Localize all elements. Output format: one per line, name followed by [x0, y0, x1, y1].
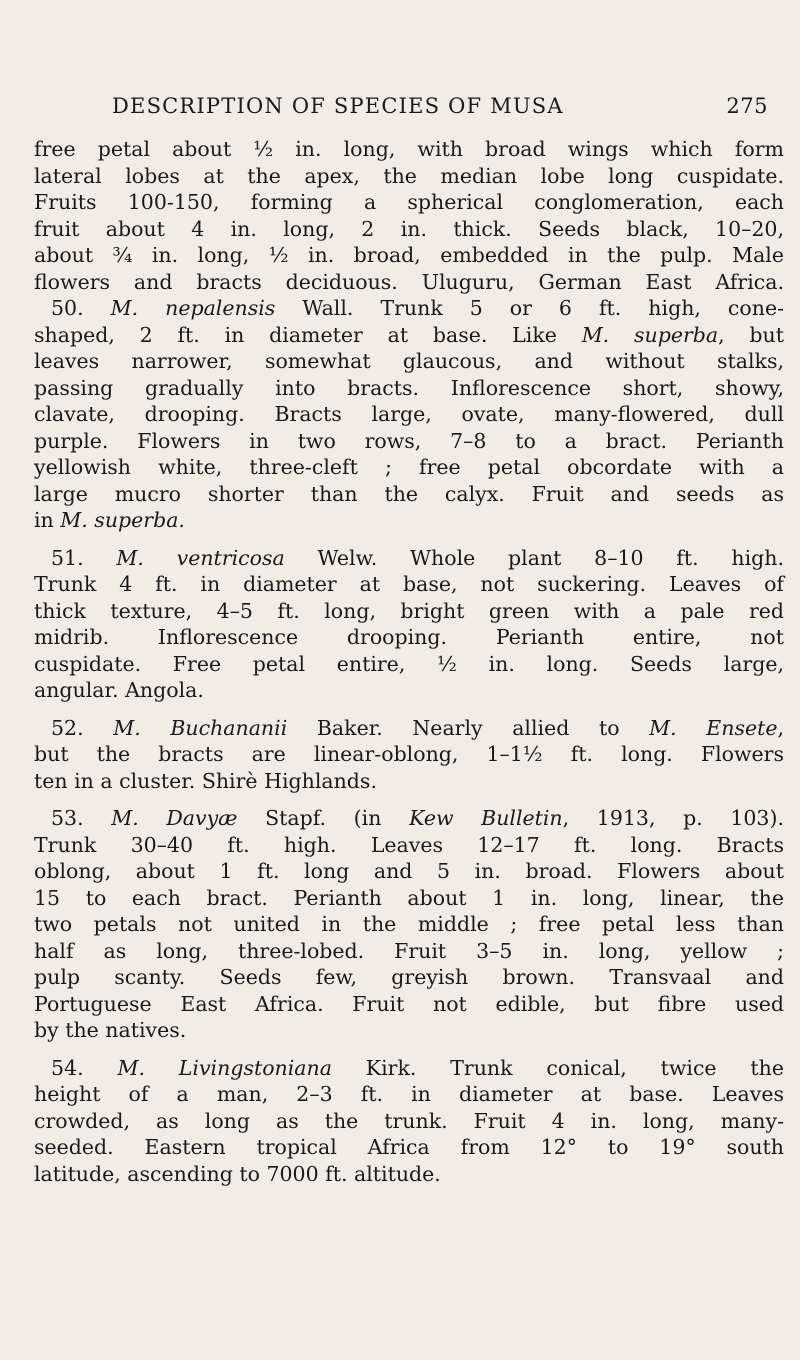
page-number: 275: [726, 94, 768, 118]
text-line: 51. M. ventricosa Welw. Whole plant 8–10 ft. high.: [51, 545, 784, 570]
text-line: leaves narrower, somewhat glaucous, and without stalks,: [34, 349, 784, 373]
running-title: DESCRIPTION OF SPECIES OF MUSA: [112, 94, 564, 118]
text-line: but the bracts are linear-oblong, 1–1½ ft. long. Flowers: [34, 742, 784, 766]
text-line: passing gradually into bracts. Inflorescence short, showy,: [34, 375, 784, 400]
text-line: large mucro shorter than the calyx. Fruit and seeds as: [34, 481, 784, 506]
text-line: flowers and bracts deciduous. Uluguru, German East Africa.: [34, 269, 784, 294]
text-line: about ¾ in. long, ½ in. broad, embedded in the pulp. Male: [34, 243, 784, 267]
text-line: latitude, ascending to 7000 ft. altitude.: [34, 1161, 441, 1186]
text-line: by the natives.: [34, 1018, 187, 1042]
text-line: height of a man, 2–3 ft. in diameter at base. Leaves: [34, 1082, 784, 1106]
text-line: 53. M. Davyæ Stapf. (in Kew Bulletin, 1913, p. 103).: [51, 806, 784, 830]
text-line: angular. Angola.: [34, 678, 204, 702]
text-line: 15 to each bract. Perianth about 1 in. long, linear, the: [34, 885, 784, 910]
text-line: two petals not united in the middle ; free petal less than: [34, 912, 784, 936]
text-line: Portuguese East Africa. Fruit not edible, but fibre used: [34, 991, 784, 1016]
text-line: free petal about ½ in. long, with broad wings which form: [34, 137, 784, 161]
text-line: 54. M. Livingstoniana Kirk. Trunk conical, twice the: [51, 1055, 784, 1080]
text-line: clavate, drooping. Bracts large, ovate, many-flowered, dull: [34, 402, 784, 426]
text-line: half as long, three-lobed. Fruit 3–5 in. long, yellow ;: [34, 938, 784, 963]
text-line: thick texture, 4–5 ft. long, bright green with a pale red: [34, 598, 784, 623]
text-line: midrib. Inflorescence drooping. Perianth entire, not: [34, 625, 784, 649]
text-line: pulp scanty. Seeds few, greyish brown. Transvaal and: [34, 965, 784, 989]
text-line: cuspidate. Free petal entire, ½ in. long. Seeds large,: [34, 651, 784, 676]
text-line: in M. superba.: [34, 508, 185, 532]
text-line: Fruits 100-150, forming a spherical conglomeration, each: [34, 190, 784, 214]
text-line: crowded, as long as the trunk. Fruit 4 in. long, many-: [34, 1108, 784, 1133]
body-text: [34, 136, 784, 1187]
text-line: ten in a cluster. Shirè Highlands.: [34, 768, 377, 793]
running-header: [112, 94, 768, 118]
text-line: shaped, 2 ft. in diameter at base. Like M. superba, but: [34, 322, 784, 347]
text-line: lateral lobes at the apex, the median lobe long cuspidate.: [34, 163, 784, 188]
text-line: Trunk 4 ft. in diameter at base, not suckering. Leaves of: [34, 572, 784, 596]
text-line: oblong, about 1 ft. long and 5 in. broad. Flowers about: [34, 859, 784, 883]
text-line: fruit about 4 in. long, 2 in. thick. Seeds black, 10–20,: [34, 216, 784, 241]
text-line: yellowish white, three-cleft ; free petal obcordate with a: [34, 455, 784, 479]
text-line: 50. M. nepalensis Wall. Trunk 5 or 6 ft. high, cone-: [51, 296, 784, 320]
text-line: 52. M. Buchananii Baker. Nearly allied to M. Ensete,: [51, 715, 784, 740]
text-line: Trunk 30–40 ft. high. Leaves 12–17 ft. long. Bracts: [34, 832, 784, 857]
text-line: seeded. Eastern tropical Africa from 12° to 19° south: [34, 1135, 784, 1159]
text-line: purple. Flowers in two rows, 7–8 to a bract. Perianth: [34, 428, 784, 453]
